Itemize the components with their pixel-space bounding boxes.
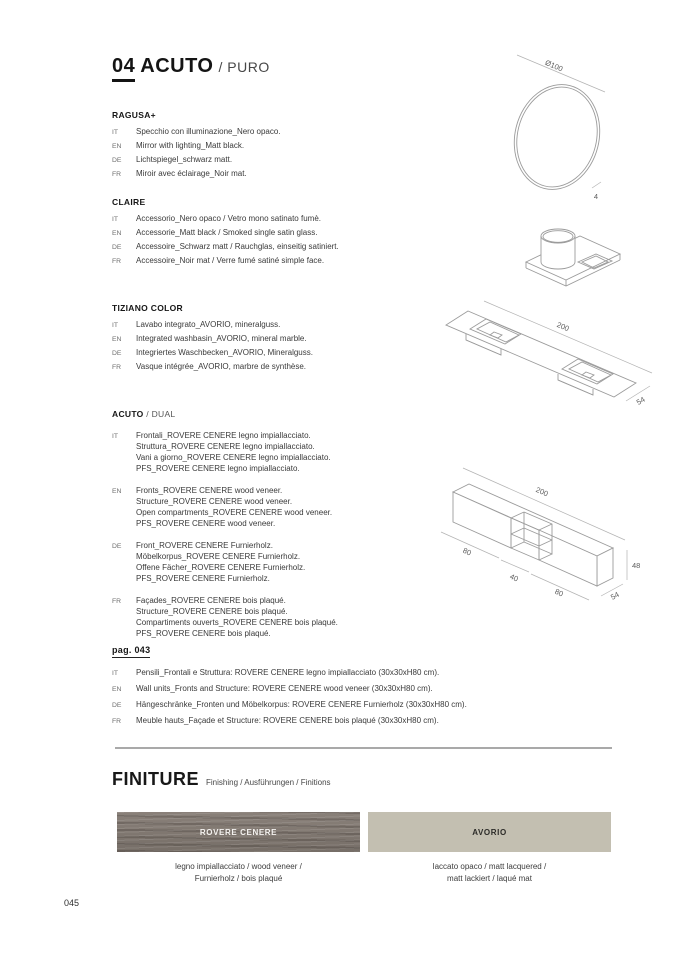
lang-text: Fronts_ROVERE CENERE wood veneer. Structure_ROVERE CENERE wood veneer. Open compartments_ROVERE CENERE wood veneer. PFS_ROVERE CENERE wood veneer. xyxy=(136,486,333,528)
lang-text: Lavabo integrato_AVORIO, mineralguss. xyxy=(136,320,281,329)
swatch-caption: laccato opaco / matt lacquered / matt lackiert / laqué mat xyxy=(432,862,547,883)
lang-tag: EN xyxy=(112,686,122,693)
cabinet-middle-label: 40 xyxy=(508,571,520,584)
lang-tag: FR xyxy=(112,364,122,371)
section-heading: pag. 043 xyxy=(112,645,150,658)
lang-text: Miroir avec éclairage_Noir mat. xyxy=(136,169,247,178)
lang-row xyxy=(112,681,652,697)
cabinet-depth-label: 54 xyxy=(609,589,621,602)
cabinet-right-label: 80 xyxy=(553,586,565,599)
washbasin-depth-label: 54 xyxy=(634,394,647,407)
washbasin-width-label: 200 xyxy=(555,320,571,334)
lang-tag: IT xyxy=(112,322,119,329)
swatch-avorio xyxy=(368,812,611,885)
lang-text: Façades_ROVERE CENERE bois plaqué. Structure_ROVERE CENERE bois plaqué. Compartiments ouverts_ROVERE CENERE bois plaqué. PFS_ROVERE CENERE bois plaqué. xyxy=(136,596,338,638)
cabinet-width-label: 200 xyxy=(534,485,550,499)
mirror-outline-outer xyxy=(503,75,610,198)
swatch-wood-sample xyxy=(117,812,360,852)
lang-text: Accessoire_Schwarz matt / Rauchglas, einseitig satiniert. xyxy=(136,242,339,251)
cabinet-shelf-front xyxy=(511,534,539,546)
mirror-thickness-line xyxy=(592,182,601,188)
lang-row xyxy=(112,697,652,713)
lang-text: Integriertes Waschbecken_AVORIO, Mineralguss. xyxy=(136,348,313,357)
lang-text: Frontali_ROVERE CENERE legno impiallacciato. Struttura_ROVERE CENERE legno impiallacciato. Vani a giorno_ROVERE CENERE legno impiallacciato. PFS_ROVERE CENERE legno impiallacciato. xyxy=(136,431,331,473)
lang-text: Accessoire_Noir mat / Verre fumé satiné simple face. xyxy=(136,256,325,265)
mirror-dim-line xyxy=(517,55,605,92)
page-title xyxy=(112,55,270,82)
lang-tag: IT xyxy=(112,129,119,136)
section-divider xyxy=(115,747,612,749)
lang-tag: FR xyxy=(112,718,122,725)
finiture-title: FINITURE xyxy=(112,769,199,789)
mirror-drawing xyxy=(497,45,622,205)
lang-text: Pensili_Frontali e Struttura: ROVERE CENERE legno impiallacciato (30x30xH80 cm). xyxy=(136,668,440,677)
lang-text: Wall units_Fronts and Structure: ROVERE CENERE wood veneer (30x30xH80 cm). xyxy=(136,684,433,693)
finiture-header xyxy=(112,769,331,790)
washbasin-drawing xyxy=(440,293,660,408)
lang-tag: EN xyxy=(112,488,122,495)
section-heading: TIZIANO COLOR xyxy=(112,303,183,313)
lang-tag: DE xyxy=(112,543,122,550)
section-heading: CLAIRE xyxy=(112,197,146,207)
cabinet-middle-dim-line xyxy=(501,560,529,572)
lang-tag: DE xyxy=(112,350,122,357)
lang-tag: DE xyxy=(112,702,122,709)
lang-tag: EN xyxy=(112,230,122,237)
lang-tag: EN xyxy=(112,336,122,343)
finiture-subtitle: Finishing / Ausführungen / Finitions xyxy=(206,778,331,787)
lang-row xyxy=(112,665,652,681)
title-variant: / PURO xyxy=(218,59,270,75)
lang-text: Integrated washbasin_AVORIO, mineral marble. xyxy=(136,334,307,343)
lang-row xyxy=(112,713,652,729)
section-heading: ACUTO / DUAL xyxy=(112,409,176,419)
lang-tag: FR xyxy=(112,171,122,178)
lang-tag: EN xyxy=(112,143,122,150)
page-number: 045 xyxy=(64,898,80,908)
title-name: ACUTO xyxy=(140,55,214,77)
lang-text: Lichtspiegel_schwarz matt. xyxy=(136,155,233,164)
mirror-outline-inner xyxy=(506,78,607,195)
lang-tag: DE xyxy=(112,157,122,164)
lang-tag: IT xyxy=(112,216,119,223)
swatch-name: AVORIO xyxy=(472,827,507,837)
lang-text: Meuble hauts_Façade et Structure: ROVERE CENERE bois plaqué (30x30xH80 cm). xyxy=(136,716,439,725)
lang-tag: IT xyxy=(112,433,119,440)
section-heading: RAGUSA+ xyxy=(112,110,156,120)
cabinet-height-label: 48 xyxy=(632,561,641,570)
swatch-solid-sample xyxy=(368,812,611,852)
finish-swatches xyxy=(117,812,611,885)
mirror-thickness-label: 4 xyxy=(593,192,599,201)
accessory-drawing xyxy=(518,210,628,298)
lang-text: Mirror with lighting_Matt black. xyxy=(136,141,245,150)
title-number: 04 xyxy=(112,55,135,82)
section-heading-suffix: / DUAL xyxy=(146,409,176,419)
cabinet-drawing xyxy=(433,448,668,613)
lang-text: Specchio con illuminazione_Nero opaco. xyxy=(136,127,281,136)
mirror-diameter-label: Ø100 xyxy=(543,57,565,74)
lang-text: Front_ROVERE CENERE Furnierholz. Möbelkorpus_ROVERE CENERE Furnierholz. Offene Fächer_ROVERE CENERE Furnierholz. PFS_ROVERE CENERE Furnierholz. xyxy=(136,541,306,583)
lang-tag: FR xyxy=(112,598,122,605)
section-pag-043 xyxy=(112,640,652,729)
lang-tag: FR xyxy=(112,258,122,265)
lang-text: Accessorio_Nero opaco / Vetro mono satinato fumè. xyxy=(136,214,321,223)
swatch-rovere-cenere xyxy=(117,812,360,885)
cabinet-left-label: 80 xyxy=(461,545,473,558)
lang-tag: IT xyxy=(112,670,119,677)
swatch-name: ROVERE CENERE xyxy=(199,827,278,837)
lang-text: Vasque intégrée_AVORIO, marbre de synthèse. xyxy=(136,362,307,371)
swatch-caption: legno impiallacciato / wood veneer / Furnierholz / bois plaqué xyxy=(175,862,302,883)
lang-tag: DE xyxy=(112,244,122,251)
lang-text: Accessorie_Matt black / Smoked single satin glass. xyxy=(136,228,318,237)
lang-text: Hängeschränke_Fronten und Möbelkorpus: ROVERE CENERE Furnierholz (30x30xH80 cm). xyxy=(136,700,467,709)
